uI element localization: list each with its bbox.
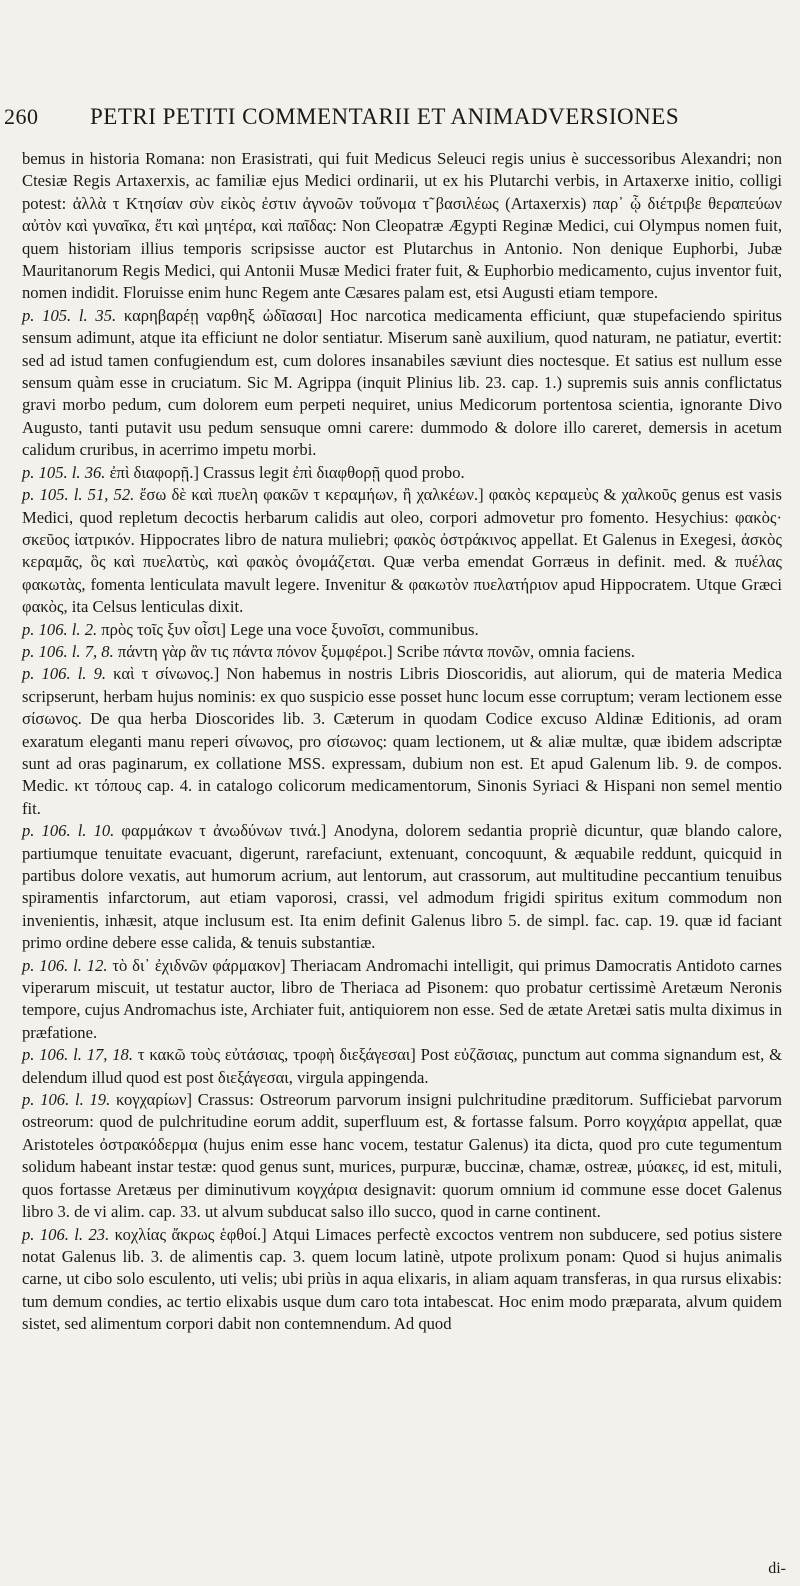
note-p106-l17 <box>22 1044 782 1089</box>
note-reference: p. 106. l. 10. <box>22 821 115 841</box>
note-reference: p. 106. l. 7, 8. <box>22 641 114 661</box>
note-p106-l23 <box>22 1224 782 1336</box>
note-reference: p. 106. l. 19. <box>22 1090 111 1110</box>
note-p106-l12 <box>22 955 782 1045</box>
note-text: πάντη γὰρ ἂν τις πάντα πόνον ξυμφέροι.] Scribe πάντα πονῶν, omnia faciens. <box>117 641 636 661</box>
catchword: di- <box>768 1560 786 1577</box>
note-text: τὸ δι᾽ ἐχιδνῶν φάρμακον] Theriacam Andromachi intelligit, qui primus Damocratis Antidoto carnes viperarum miscuit, ut testatur auctor, libro de Theriaca ad Pisonem: quo probatur certissimè Aretæum Neronis tempore, cujus Andromachus iste, Archiater fuit, antiquiorem non esse. Sed de ætate Aretæi satis multa diximus in præfatione. <box>22 955 782 1042</box>
note-p106-l7 <box>22 641 782 663</box>
note-p106-l10 <box>22 820 782 954</box>
note-text: φαρμάκων τ ἀνωδύνων τινά.] Anodyna, dolorem sedantia propriè dicuntur, quæ blando calore, partiumque tenuitate evacuant, digerunt, rarefaciunt, extenuant, concoquunt, & æquabile reddunt, quicquid in partibus dolore vexatis, aut humorum acrium, aut lentorum, aut crassorum, aut multitudine peccantium tenuibus spiramentis infarctorum, aut etiam vaporosi, crassi, vel admodum frigidi spiritus exitum commodum non invenientis, inhæsit, atque inclusum est. Ita enim definit Galenus libro 5. de simpl. fac. cap. 19. quæ id faciant primo ordine debere esse calida, & tenuis substantiæ. <box>22 821 782 953</box>
page-body <box>22 148 782 1336</box>
note-reference: p. 105. l. 35. <box>22 305 117 325</box>
note-p106-l19 <box>22 1089 782 1223</box>
note-reference: p. 105. l. 36. <box>22 462 106 482</box>
note-p105-l35 <box>22 305 782 462</box>
note-reference: p. 105. l. 51, 52. <box>22 485 135 505</box>
page-number: 260 <box>4 104 39 129</box>
note-text: τ κακῶ τοὺς εὐτάσιας, τροφὴ διεξάγεσαι] Post εὐζᾶσιας, punctum aut comma signandum est, & delendum illud quod est post διεξάγεσαι, virgula appingenda. <box>22 1045 783 1087</box>
note-p105-l51 <box>22 484 782 618</box>
note-p106-l2 <box>22 619 782 641</box>
note-reference: p. 106. l. 9. <box>22 664 107 684</box>
note-text: καρηβαρέῃ ναρθηξ ὠδῖασαι] Hoc narcotica medicamenta efficiunt, quæ stupefaciendo spiritus sensum adimunt, atque ita efficiunt ne dolor sentiatur. Miserum sanè auxilium, quod naturam, ne patiatur, evertit: sed ad istud tamen confugiendum est, cum dolores insanabiles sæviunt dies noctesque. Et satius est nullum esse sensum quàm esse in cruciatum. Sic M. Agrippa (inquit Plinius lib. 23. cap. 1.) supremis suis annis conflictatus gravi morbo pedum, cum dolorem eum perpeti nequiret, unius Medicorum portentosa scientia, ignorante Divo Augusto, tanti putavit usu pedum sensuque omni carere: dummodo & dolore illo careret, demersis in acetum calidum cruribus, in acerrimo impetu morbi. <box>22 305 782 460</box>
note-p105-l36 <box>22 462 782 484</box>
note-text: κογχαρίων] Crassus: Ostreorum parvorum insigni pulchritudine præditorum. Sufficiebat parvorum ostreorum: quod de pulchritudine eorum addit, superfluum est, & fortasse falsum. Porro κογχάρια appellat, quæ Aristoteles ὀστρακόδερμα (hujus enim esse hanc vocem, testatur Galenus) ita dicta, quod pro cute tegumentum solidum habeant instar testæ: quod genus sunt, murices, purpuræ, buccinæ, chamæ, ostreæ, μύακες, id est, mituli, quos fortasse Aretæus per diminutivum κογχάρια designavit: quorum omnium id commune esse docet Galenus libro 3. de vi alim. cap. 33. ut alvum subducat salso illo succo, quod in carne continent. <box>22 1090 782 1222</box>
opening-paragraph: bemus in historia Romana: non Erasistrati, qui fuit Medicus Seleuci regis unius è successoribus Alexandri; non Ctesiæ Regis Artaxerxis, ac familiæ ejus Medici ordinarii, ut ex his Plutarchi verbis, in Artaxerxe initio, colligi potest: ἀλλὰ τ Κτησίαν σὺν εἰκὸς ἐστιν ἀγνοῶν τοὔνομα τ̃ βασιλέως (Artaxerxis) παρ᾽ ᾧ διέτριβε θεραπεύων αὐτὸν καὶ γυναῖκα, ἔτι καὶ μητέρα, καὶ παῖδας: Non Cleopatræ Ægypti Reginæ Medici, cui Olympus nomen fuit, quem historiam illius temporis scripsisse auctor est Plutarchus in Antonio. Non denique Euphorbi, Jubæ Mauritanorum Regis Medici, qui Antonii Musæ Medici frater fuit, & Euphorbio medicamento, cujus inventor fuit, nomen indidit. Floruisse enim hunc Regem ante Cæsares palam est, etsi Augusti etiam tempore. <box>22 149 782 303</box>
note-text: ἐπὶ διαφορῇ.] Crassus legit ἐπὶ διαφθορῇ quod probo. <box>109 462 465 482</box>
note-text: καὶ τ σίνωνος.] Non habemus in nostris Libris Dioscoridis, aut aliorum, qui de materia Medica scripserunt, herbam hujus nominis: ex quo suspicio esse posset hunc locum esse corruptum; veram lectionem esse σίσωνος. De qua herba Dioscorides lib. 3. Cæterum in quodam Codice excuso Aldinæ Editionis, ad oram exaratum eleganti manu reperi σίνωνος, pro σίσωνος: quam lectionem, ut & aliæ multæ, quæ ibidem adscriptæ sunt ad oras paginarum, ex collatione MSS. expressam, dubium non est. Et apud Galenum lib. 9. de compos. Medic. κτ τόπους cap. 4. in catalogo colicorum medicamentorum, Sinonis Syriaci & Hispani non semel mentio fit. <box>22 664 782 818</box>
note-p106-l9 <box>22 663 782 820</box>
note-reference: p. 106. l. 12. <box>22 955 108 975</box>
note-text: ἔσω δὲ καὶ πυελη φακῶν τ κεραμήων, ἢ χαλκέων.] φακὸς κεραμεὺς & χαλκοῦς genus est vasis Medici, quod repletum decoctis herbarum calidis aut oleo, corpori admovetur pro fomento. Hesychius: φακὸς· σκεῦος ἰατρικόν. Hippocrates libro de natura muliebri; φακὸς ὀστράκινος appellat. Et Galenus in Exegesi, ἀσκὸς κεραμᾶς, ὃς καὶ πυελατὺς, καὶ φακὸς ὀνομάζεται. Quæ verba emendat Gorræus in definit. med. & πυέλας φακωτὰς, fomenta lenticulata mavult legere. Invenitur & φακωτὸν πυελατήριον apud Hippocratem. Utque Græci φακὸς, ita Celsus lenticulas dixit. <box>22 485 782 617</box>
running-title: PETRI PETITI COMMENTARII ET ANIMADVERSIONES <box>90 104 680 129</box>
page-header <box>4 104 800 134</box>
note-reference: p. 106. l. 23. <box>22 1224 110 1244</box>
note-text: κοχλίας ἄκρως ἑφθοί.] Atqui Limaces perfectè excoctos ventrem non subducere, sed potius sistere notat Galenus lib. 3. de alimentis cap. 3. quem locum latinè, utpote prolixum ponam: Quod si hujus animalis carne, ut cibo solo esculento, uti velis; ubi priùs in aqua elixaris, in aliam aquam transferas, in qua rursus elixabis: tum demum condies, ac tertio elixabis usque dum caro tota intabescat. Hoc enim modo præparata, alvum quidem sistet, sed alimentum corpori dabit non contemnendum. Ad quod <box>22 1224 782 1334</box>
note-reference: p. 106. l. 2. <box>22 619 98 639</box>
note-text: πρὸς τοῖς ξυν οἶσι] Lege una voce ξυνοῖσι, communibus. <box>101 619 479 639</box>
note-reference: p. 106. l. 17, 18. <box>22 1045 134 1065</box>
